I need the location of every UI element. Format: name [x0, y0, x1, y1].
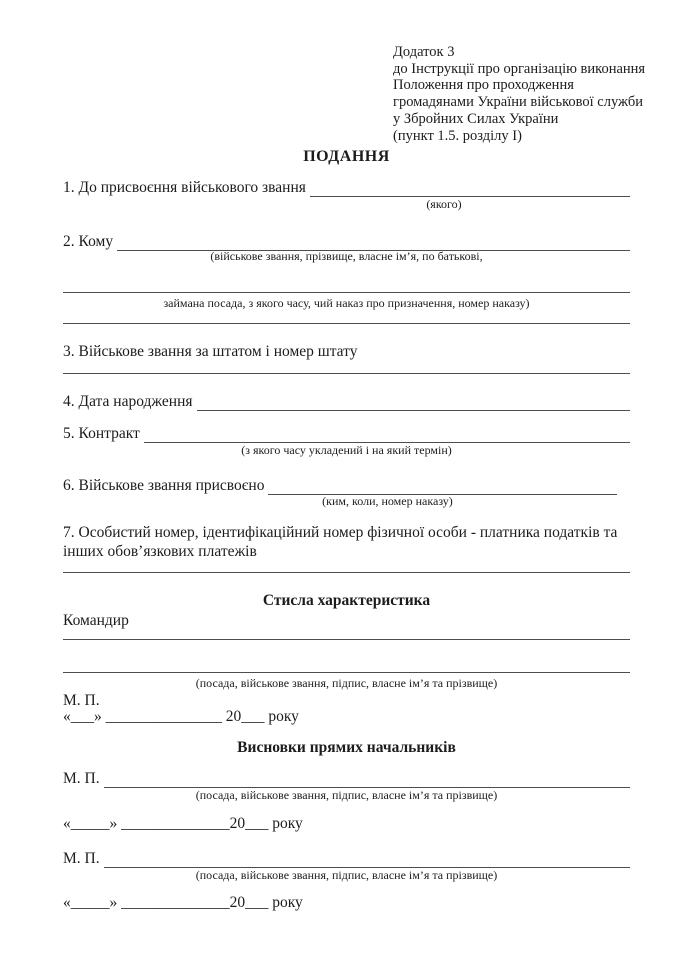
- staff-rank-blank-line[interactable]: [63, 357, 630, 374]
- conclusion-2-date-line[interactable]: «_____» ______________20___ року: [63, 894, 303, 911]
- characteristic-blank-line-2[interactable]: [63, 656, 630, 673]
- field-staff-rank-label: 3. Військове звання за штатом і номер штату: [63, 343, 358, 360]
- rank-to-assign-blank-line[interactable]: [310, 180, 630, 197]
- field-rank-to-assign-caption: (якого): [426, 197, 462, 211]
- field-rank-assigned-caption: (ким, коли, номер наказу): [322, 494, 453, 508]
- field-contract: [63, 424, 630, 443]
- field-rank-assigned-label: 6. Військове звання присвоєно: [63, 477, 265, 494]
- appendix-note-line: Додаток 3: [393, 44, 455, 60]
- seal-label: М. П.: [63, 850, 100, 867]
- contract-blank-line[interactable]: [144, 426, 630, 443]
- addressee-blank-line-3[interactable]: [63, 307, 630, 324]
- field-rank-to-assign: [63, 178, 630, 197]
- seal-label: М. П.: [63, 692, 100, 709]
- appendix-note-line: до Інструкції про організацію виконання: [393, 60, 646, 77]
- conclusion-block-1-seal-row: [63, 769, 630, 788]
- conclusion-2-signature-blank-line[interactable]: [104, 851, 630, 868]
- caption-spacer: [63, 198, 258, 212]
- commander-label: Командир: [63, 612, 129, 629]
- characteristic-date-line[interactable]: «___» _______________ 20___ року: [63, 708, 299, 725]
- field-birth-date: [63, 392, 630, 411]
- field-contract-caption: (з якого часу укладений і на який термін): [241, 443, 452, 457]
- field-contract-label: 5. Контракт: [63, 425, 140, 442]
- field-rank-assigned: [63, 476, 617, 495]
- appendix-note-line: Положення про проходження: [393, 77, 574, 94]
- characteristic-signature-caption: (посада, військове звання, підпис, власне ім’я та прізвище): [195, 676, 498, 690]
- field-addressee-label: 2. Кому: [63, 233, 114, 250]
- field-rank-to-assign-caption-row: [63, 198, 630, 212]
- field-rank-to-assign-label: 1. До присвоєння військового звання: [63, 179, 306, 196]
- seal-label: М. П.: [63, 770, 100, 787]
- birth-date-blank-line[interactable]: [197, 394, 631, 411]
- field-personal-number-label: 7. Особистий номер, ідентифікаційний номер фізичної особи - платника податків та інших обов’язкових платежів: [63, 524, 618, 560]
- conclusion-1-date-line[interactable]: «_____» ______________20___ року: [63, 815, 303, 832]
- addressee-blank-line-2[interactable]: [63, 276, 630, 293]
- appendix-note: [393, 44, 663, 144]
- field-addressee-caption-1: (військове звання, прізвище, власне ім’я, по батькові,: [210, 249, 483, 263]
- characteristic-blank-line-1[interactable]: [63, 623, 630, 640]
- conclusion-2-signature-caption: (посада, військове звання, підпис, власне ім’я та прізвище): [195, 868, 498, 882]
- appendix-note-line: у Збройних Силах України: [393, 110, 559, 127]
- form-title: ПОДАННЯ: [303, 148, 390, 165]
- appendix-note-line: громадянами України військової служби: [393, 94, 643, 111]
- section-heading-characteristic: Стисла характеристика: [262, 592, 431, 609]
- personal-number-blank-line[interactable]: [63, 556, 630, 573]
- conclusion-1-signature-blank-line[interactable]: [104, 771, 630, 788]
- rank-assigned-blank-line[interactable]: [268, 478, 617, 495]
- conclusion-1-signature-caption: (посада, військове звання, підпис, власне ім’я та прізвище): [195, 788, 498, 802]
- section-heading-conclusions: Висновки прямих начальників: [237, 739, 456, 756]
- appendix-note-line: (пункт 1.5. розділу І): [393, 127, 522, 144]
- conclusion-block-2-seal-row: [63, 849, 630, 868]
- field-birth-date-label: 4. Дата народження: [63, 393, 193, 410]
- field-addressee-caption-2: займана посада, з якого часу, чий наказ про призначення, номер наказу): [163, 296, 530, 310]
